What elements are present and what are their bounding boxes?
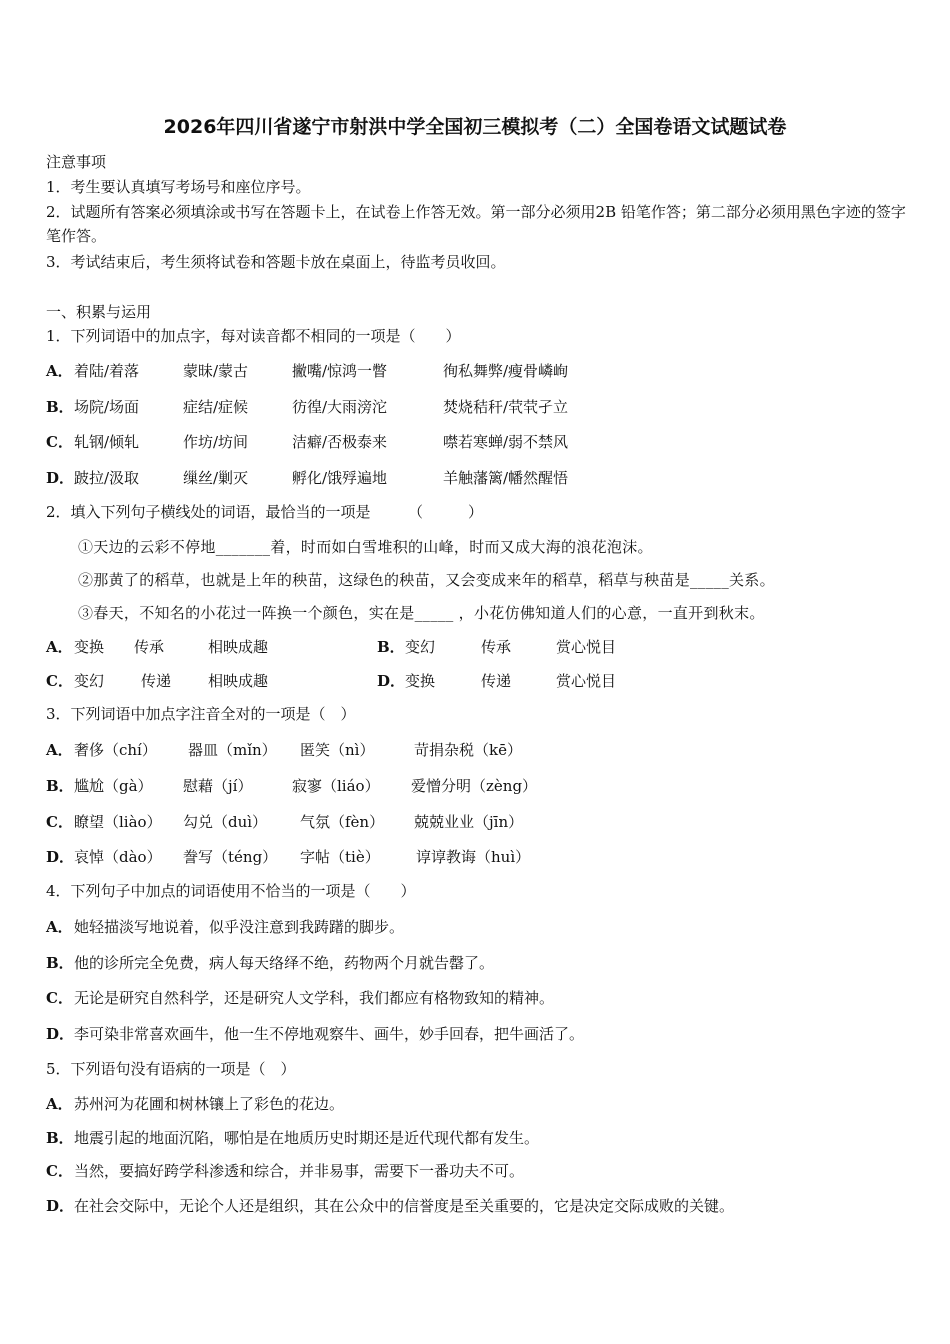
question-5-option-c[interactable] — [46, 1161, 524, 1181]
notice-heading: 注意事项 — [46, 153, 107, 171]
option-word: 传承 — [481, 638, 512, 656]
question-4-option-b[interactable] — [46, 953, 494, 973]
option-word: 轧钢/倾轧 — [74, 433, 140, 451]
option-word: 奢侈（chí） — [74, 741, 157, 759]
option-word: 苛捐杂税（kē） — [414, 741, 522, 759]
option-word: 变换 — [74, 638, 105, 656]
option-letter: B． — [377, 638, 405, 656]
option-letter: D． — [46, 1025, 75, 1043]
option-word: 字帖（tiè） — [300, 848, 380, 866]
option-letter: D． — [46, 848, 75, 866]
option-word: 赏心悦目 — [556, 638, 617, 656]
option-word: 勾兑（duì） — [183, 813, 268, 831]
question-2-sentence-2: ②那黄了的稻草，也就是上年的秧苗，这绿色的秧苗，又会变成来年的稻草，稻草与秧苗是_____关系。 — [78, 571, 775, 589]
option-word: 场院/场面 — [74, 398, 140, 416]
option-word: 噤若寒蝉/弱不禁风 — [443, 433, 569, 451]
option-letter: C． — [46, 1162, 73, 1180]
option-word: 相映成趣 — [208, 672, 269, 690]
option-word: 匿笑（nì） — [300, 741, 375, 759]
option-word: 洁癖/否极泰来 — [292, 433, 388, 451]
option-word: 哀悼（dào） — [74, 848, 162, 866]
option-word: 尴尬（gà） — [74, 777, 153, 795]
question-4-option-d[interactable] — [46, 1024, 584, 1044]
option-word: 蒙昧/蒙古 — [183, 362, 249, 380]
option-text: 地震引起的地面沉陷，哪怕是在地质历史时期还是近代现代都有发生。 — [74, 1129, 540, 1147]
option-word: 气氛（fèn） — [300, 813, 385, 831]
option-word: 传递 — [141, 672, 172, 690]
option-text: 李可染非常喜欢画牛，他一生不停地观察牛、画牛，妙手回春，把牛画活了。 — [74, 1025, 585, 1043]
option-text: 苏州河为花圃和树林镶上了彩色的花边。 — [74, 1095, 345, 1113]
option-word: 相映成趣 — [208, 638, 269, 656]
option-letter: A． — [46, 741, 73, 759]
option-word: 谆谆教诲（huì） — [416, 848, 531, 866]
question-4-option-c[interactable] — [46, 988, 554, 1008]
option-letter: C． — [46, 813, 73, 831]
question-5-option-d[interactable] — [46, 1196, 734, 1216]
option-letter: A． — [46, 1095, 73, 1113]
option-text: 他的诊所完全免费，病人每天络绎不绝，药物两个月就告罄了。 — [74, 954, 495, 972]
question-4-option-a[interactable] — [46, 917, 404, 937]
option-letter: B． — [46, 398, 74, 416]
option-letter: C． — [46, 672, 73, 690]
option-word: 变换 — [405, 672, 436, 690]
notice-item-2: 2．试题所有答案必须填涂或书写在答题卡上，在试卷上作答无效。第一部分必须用2B 铅笔作答；第二部分必须用黑色字迹的签字笔作答。 — [46, 203, 906, 245]
option-word: 羊触藩篱/幡然醒悟 — [443, 469, 569, 487]
section-heading: 一、积累与运用 — [46, 303, 152, 321]
option-word: 焚烧秸秆/茕茕孑立 — [443, 398, 569, 416]
question-5-stem: 5．下列语句没有语病的一项是（ ） — [46, 1060, 296, 1078]
option-letter: C． — [46, 989, 73, 1007]
exam-title: 2026年四川省遂宁市射洪中学全国初三模拟考（二）全国卷语文试题试卷 — [163, 116, 787, 138]
option-word: 跛拉/汲取 — [74, 469, 140, 487]
option-word: 赏心悦目 — [556, 672, 617, 690]
option-word: 彷徨/大雨滂沱 — [292, 398, 388, 416]
option-word: 器皿（mǐn） — [188, 741, 277, 759]
question-2-stem: 2．填入下列句子横线处的词语，最恰当的一项是 （ ） — [46, 503, 484, 521]
question-2-sentence-3: ③春天，不知名的小花过一阵换一个颜色，实在是_____ ，小花仿佛知道人们的心意，一直开到秋末。 — [78, 604, 765, 622]
option-letter: C． — [46, 433, 73, 451]
option-text: 在社会交际中，无论个人还是组织，其在公众中的信誉度是至关重要的，它是决定交际成败的关键。 — [74, 1197, 735, 1215]
option-word: 徇私舞弊/瘦骨嶙峋 — [443, 362, 569, 380]
option-word: 瞭望（liào） — [74, 813, 162, 831]
option-word: 作坊/坊间 — [183, 433, 249, 451]
option-text: 无论是研究自然科学，还是研究人文学科，我们都应有格物致知的精神。 — [74, 989, 555, 1007]
option-letter: D． — [46, 469, 75, 487]
question-3-stem: 3．下列词语中加点字注音全对的一项是（ ） — [46, 705, 356, 723]
question-4-stem: 4．下列句子中加点的词语使用不恰当的一项是（ ） — [46, 882, 416, 900]
option-word: 症结/症候 — [183, 398, 249, 416]
option-word: 爱憎分明（zèng） — [411, 777, 538, 795]
option-word: 撇嘴/惊鸿一瞥 — [292, 362, 388, 380]
question-5-option-b[interactable] — [46, 1128, 539, 1148]
option-word: 誊写（téng） — [183, 848, 278, 866]
option-letter: B． — [46, 1129, 74, 1147]
option-letter: B． — [46, 954, 74, 972]
option-letter: B． — [46, 777, 74, 795]
option-letter: A． — [46, 638, 73, 656]
option-word: 慰藉（jí） — [183, 777, 253, 795]
option-letter: A． — [46, 362, 73, 380]
notice-item-1: 1．考生要认真填写考场号和座位序号。 — [46, 178, 311, 196]
notice-item-3: 3．考试结束后，考生须将试卷和答题卡放在桌面上，待监考员收回。 — [46, 253, 506, 271]
option-word: 传承 — [134, 638, 165, 656]
option-word: 缫丝/剿灭 — [183, 469, 249, 487]
option-text: 她轻描淡写地说着，似乎没注意到我踌躇的脚步。 — [74, 918, 405, 936]
option-word: 变幻 — [405, 638, 436, 656]
option-letter: D． — [46, 1197, 75, 1215]
option-word: 传递 — [481, 672, 512, 690]
question-1-stem: 1．下列词语中的加点字，每对读音都不相同的一项是（ ） — [46, 327, 461, 345]
option-word: 变幻 — [74, 672, 105, 690]
option-word: 寂寥（liáo） — [292, 777, 380, 795]
question-2-sentence-1: ①天边的云彩不停地_______着，时而如白雪堆积的山峰，时而又成大海的浪花泡沫。 — [78, 538, 653, 556]
question-5-option-a[interactable] — [46, 1094, 344, 1114]
option-word: 兢兢业业（jīn） — [414, 813, 524, 831]
option-letter: A． — [46, 918, 73, 936]
option-word: 孵化/饿殍遍地 — [292, 469, 388, 487]
option-word: 着陆/着落 — [74, 362, 140, 380]
option-letter: D． — [377, 672, 406, 690]
option-text: 当然，要搞好跨学科渗透和综合，并非易事，需要下一番功夫不可。 — [74, 1162, 525, 1180]
